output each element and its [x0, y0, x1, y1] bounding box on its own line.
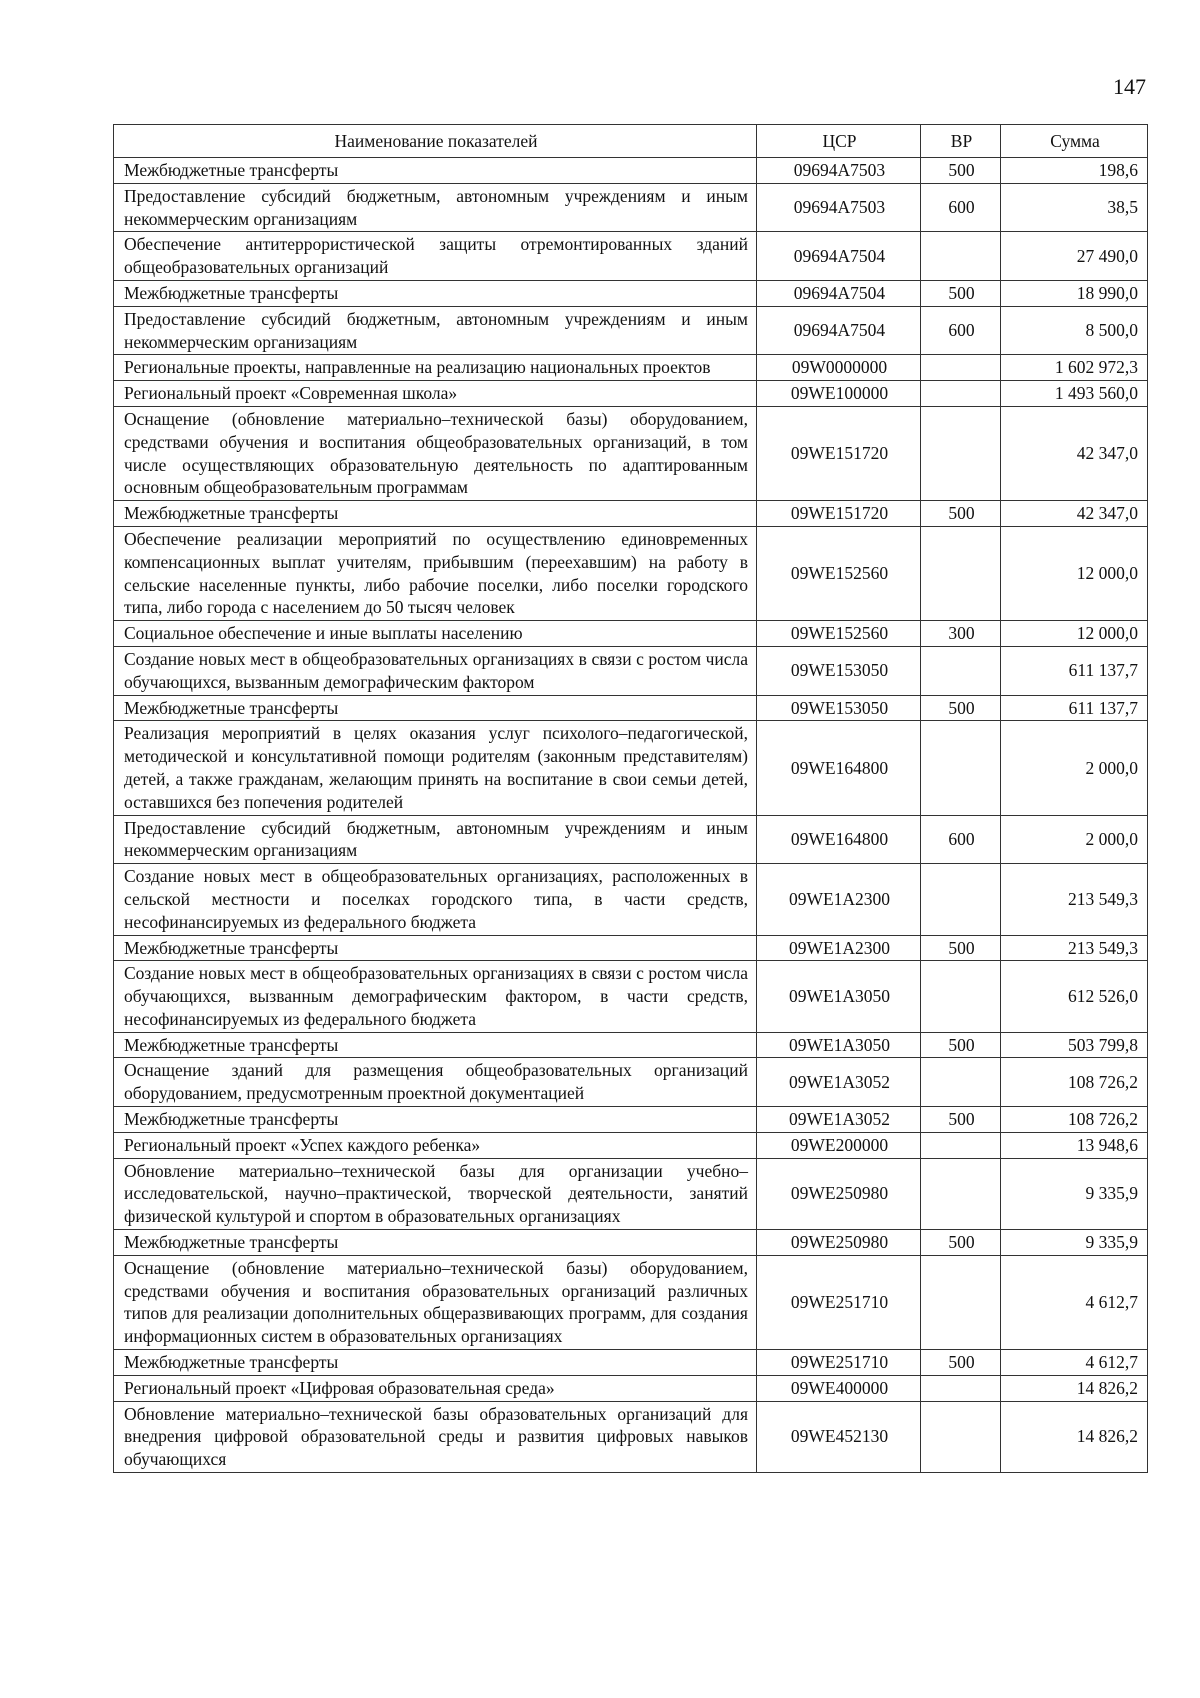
cell-sum: 42 347,0	[1001, 406, 1148, 500]
cell-sum: 12 000,0	[1001, 621, 1148, 647]
table-row	[114, 621, 1148, 647]
header-sum: Сумма	[1001, 125, 1148, 158]
table-row	[114, 1158, 1148, 1229]
cell-sum: 13 948,6	[1001, 1132, 1148, 1158]
cell-sum: 12 000,0	[1001, 526, 1148, 620]
cell-sum: 9 335,9	[1001, 1158, 1148, 1229]
cell-vr: 500	[921, 1032, 1001, 1058]
table-row	[114, 961, 1148, 1032]
cell-sum: 14 826,2	[1001, 1401, 1148, 1472]
cell-vr	[921, 864, 1001, 935]
table-row	[114, 1058, 1148, 1107]
cell-csr: 09WE151720	[757, 501, 921, 527]
cell-vr: 500	[921, 501, 1001, 527]
cell-csr: 09WE164800	[757, 721, 921, 815]
budget-table	[113, 124, 1148, 1473]
cell-name: Межбюджетные трансферты	[114, 935, 757, 961]
cell-vr: 500	[921, 158, 1001, 184]
cell-csr: 09WE1A2300	[757, 864, 921, 935]
cell-sum: 198,6	[1001, 158, 1148, 184]
cell-sum: 8 500,0	[1001, 306, 1148, 355]
cell-name: Предоставление субсидий бюджетным, автономным учреждениям и иным некоммерческим организациям	[114, 183, 757, 232]
cell-csr: 09WE251710	[757, 1350, 921, 1376]
table-row	[114, 306, 1148, 355]
cell-vr	[921, 1132, 1001, 1158]
cell-sum: 108 726,2	[1001, 1107, 1148, 1133]
cell-sum: 213 549,3	[1001, 935, 1148, 961]
cell-csr: 09WE250980	[757, 1158, 921, 1229]
cell-sum: 2 000,0	[1001, 721, 1148, 815]
cell-sum: 1 493 560,0	[1001, 381, 1148, 407]
cell-name: Региональный проект «Успех каждого ребенка»	[114, 1132, 757, 1158]
table-row	[114, 864, 1148, 935]
header-name: Наименование показателей	[114, 125, 757, 158]
cell-csr: 09WE151720	[757, 406, 921, 500]
table-body	[114, 158, 1148, 1473]
cell-vr: 600	[921, 815, 1001, 864]
cell-name: Межбюджетные трансферты	[114, 1350, 757, 1376]
table-row	[114, 1107, 1148, 1133]
cell-vr: 500	[921, 695, 1001, 721]
cell-vr	[921, 1375, 1001, 1401]
cell-name: Межбюджетные трансферты	[114, 1032, 757, 1058]
cell-csr: 09694А7504	[757, 232, 921, 281]
cell-vr	[921, 526, 1001, 620]
cell-name: Региональный проект «Современная школа»	[114, 381, 757, 407]
cell-csr: 09WE1A3050	[757, 961, 921, 1032]
cell-sum: 612 526,0	[1001, 961, 1148, 1032]
table-row	[114, 815, 1148, 864]
cell-name: Обновление материально–технической базы для организации учебно–исследовательской, научно–практической, творческой деятельности, занятий физической культурой и спортом в образовательных организациях	[114, 1158, 757, 1229]
cell-name: Межбюджетные трансферты	[114, 1230, 757, 1256]
cell-csr: 09694А7503	[757, 183, 921, 232]
cell-csr: 09WE152560	[757, 526, 921, 620]
header-csr: ЦСР	[757, 125, 921, 158]
cell-sum: 18 990,0	[1001, 280, 1148, 306]
cell-vr: 600	[921, 183, 1001, 232]
cell-csr: 09WE1A3052	[757, 1107, 921, 1133]
table-row	[114, 1230, 1148, 1256]
cell-vr: 600	[921, 306, 1001, 355]
cell-name: Межбюджетные трансферты	[114, 280, 757, 306]
cell-vr: 300	[921, 621, 1001, 647]
cell-name: Оснащение (обновление материально–технической базы) оборудованием, средствами обучения и воспитания образовательных организаций различных типов для реализации дополнительных общеразвивающих программ, для создания информационных систем в образовательных организациях	[114, 1255, 757, 1349]
cell-vr: 500	[921, 935, 1001, 961]
cell-csr: 09WE153050	[757, 646, 921, 695]
cell-name: Предоставление субсидий бюджетным, автономным учреждениям и иным некоммерческим организациям	[114, 815, 757, 864]
cell-name: Реализация мероприятий в целях оказания услуг психолого–педагогической, методической и консультативной помощи родителям (законным представителям) детей, а также гражданам, желающим принять на воспитание в свои семьи детей, оставшихся без попечения родителей	[114, 721, 757, 815]
table-row	[114, 1401, 1148, 1472]
cell-csr: 09694А7504	[757, 280, 921, 306]
cell-csr: 09WE250980	[757, 1230, 921, 1256]
cell-vr	[921, 232, 1001, 281]
cell-vr: 500	[921, 280, 1001, 306]
cell-name: Оснащение (обновление материально–технической базы) оборудованием, средствами обучения и воспитания общеобразовательных организаций, в том числе осуществляющих образовательную деятельность по адаптированным основным общеобразовательным программам	[114, 406, 757, 500]
cell-sum: 27 490,0	[1001, 232, 1148, 281]
table-row	[114, 406, 1148, 500]
table-row	[114, 646, 1148, 695]
cell-sum: 213 549,3	[1001, 864, 1148, 935]
cell-vr	[921, 646, 1001, 695]
cell-name: Межбюджетные трансферты	[114, 158, 757, 184]
cell-sum: 2 000,0	[1001, 815, 1148, 864]
cell-csr: 09WE152560	[757, 621, 921, 647]
cell-vr: 500	[921, 1230, 1001, 1256]
cell-sum: 14 826,2	[1001, 1375, 1148, 1401]
cell-sum: 9 335,9	[1001, 1230, 1148, 1256]
cell-csr: 09WE1A3050	[757, 1032, 921, 1058]
cell-vr	[921, 1401, 1001, 1472]
table-row	[114, 1255, 1148, 1349]
cell-sum: 1 602 972,3	[1001, 355, 1148, 381]
cell-csr: 09WE1A3052	[757, 1058, 921, 1107]
cell-name: Межбюджетные трансферты	[114, 1107, 757, 1133]
table-row	[114, 1032, 1148, 1058]
cell-vr: 500	[921, 1107, 1001, 1133]
cell-vr	[921, 1255, 1001, 1349]
cell-name: Региональные проекты, направленные на реализацию национальных проектов	[114, 355, 757, 381]
cell-vr	[921, 406, 1001, 500]
cell-sum: 38,5	[1001, 183, 1148, 232]
cell-name: Создание новых мест в общеобразовательных организациях в связи с ростом числа обучающихся, вызванным демографическим фактором	[114, 646, 757, 695]
cell-name: Обеспечение реализации мероприятий по осуществлению единовременных компенсационных выплат учителям, прибывшим (переехавшим) на работу в сельские населенные пункты, либо рабочие поселки, либо поселки городского типа, либо города с населением до 50 тысяч человек	[114, 526, 757, 620]
cell-csr: 09W0000000	[757, 355, 921, 381]
header-row	[114, 125, 1148, 158]
table-row	[114, 695, 1148, 721]
cell-vr: 500	[921, 1350, 1001, 1376]
table-row	[114, 501, 1148, 527]
table-row	[114, 526, 1148, 620]
table-row	[114, 721, 1148, 815]
cell-name: Оснащение зданий для размещения общеобразовательных организаций оборудованием, предусмотренным проектной документацией	[114, 1058, 757, 1107]
cell-sum: 611 137,7	[1001, 646, 1148, 695]
cell-sum: 4 612,7	[1001, 1255, 1148, 1349]
cell-name: Социальное обеспечение и иные выплаты населению	[114, 621, 757, 647]
cell-name: Межбюджетные трансферты	[114, 695, 757, 721]
header-vr: ВР	[921, 125, 1001, 158]
cell-vr	[921, 355, 1001, 381]
table-row	[114, 232, 1148, 281]
cell-csr: 09WE200000	[757, 1132, 921, 1158]
cell-csr: 09WE164800	[757, 815, 921, 864]
cell-vr	[921, 961, 1001, 1032]
table-row	[114, 1132, 1148, 1158]
cell-vr	[921, 381, 1001, 407]
cell-name: Предоставление субсидий бюджетным, автономным учреждениям и иным некоммерческим организациям	[114, 306, 757, 355]
page-number: 147	[1113, 74, 1146, 99]
cell-sum: 4 612,7	[1001, 1350, 1148, 1376]
cell-name: Обеспечение антитеррористической защиты отремонтированных зданий общеобразовательных организаций	[114, 232, 757, 281]
cell-csr: 09WE452130	[757, 1401, 921, 1472]
cell-vr	[921, 721, 1001, 815]
cell-name: Межбюджетные трансферты	[114, 501, 757, 527]
table-row	[114, 183, 1148, 232]
cell-name: Обновление материально–технической базы образовательных организаций для внедрения цифровой образовательной среды и развития цифровых навыков обучающихся	[114, 1401, 757, 1472]
cell-csr: 09WE400000	[757, 1375, 921, 1401]
cell-sum: 611 137,7	[1001, 695, 1148, 721]
table-row	[114, 381, 1148, 407]
cell-csr: 09694А7503	[757, 158, 921, 184]
cell-sum: 42 347,0	[1001, 501, 1148, 527]
cell-vr	[921, 1158, 1001, 1229]
table-row	[114, 1375, 1148, 1401]
cell-name: Создание новых мест в общеобразовательных организациях в связи с ростом числа обучающихся, вызванным демографическим фактором, в части средств, несофинансируемых из федерального бюджета	[114, 961, 757, 1032]
table-row	[114, 1350, 1148, 1376]
cell-csr: 09694А7504	[757, 306, 921, 355]
table-header	[114, 125, 1148, 158]
cell-csr: 09WE1A2300	[757, 935, 921, 961]
cell-csr: 09WE153050	[757, 695, 921, 721]
cell-sum: 108 726,2	[1001, 1058, 1148, 1107]
table-row	[114, 280, 1148, 306]
cell-csr: 09WE100000	[757, 381, 921, 407]
cell-name: Создание новых мест в общеобразовательных организациях, расположенных в сельской местности и поселках городского типа, в части средств, несофинансируемых из федерального бюджета	[114, 864, 757, 935]
table-row	[114, 158, 1148, 184]
table-row	[114, 355, 1148, 381]
cell-vr	[921, 1058, 1001, 1107]
cell-sum: 503 799,8	[1001, 1032, 1148, 1058]
cell-name: Региональный проект «Цифровая образовательная среда»	[114, 1375, 757, 1401]
cell-csr: 09WE251710	[757, 1255, 921, 1349]
table-row	[114, 935, 1148, 961]
